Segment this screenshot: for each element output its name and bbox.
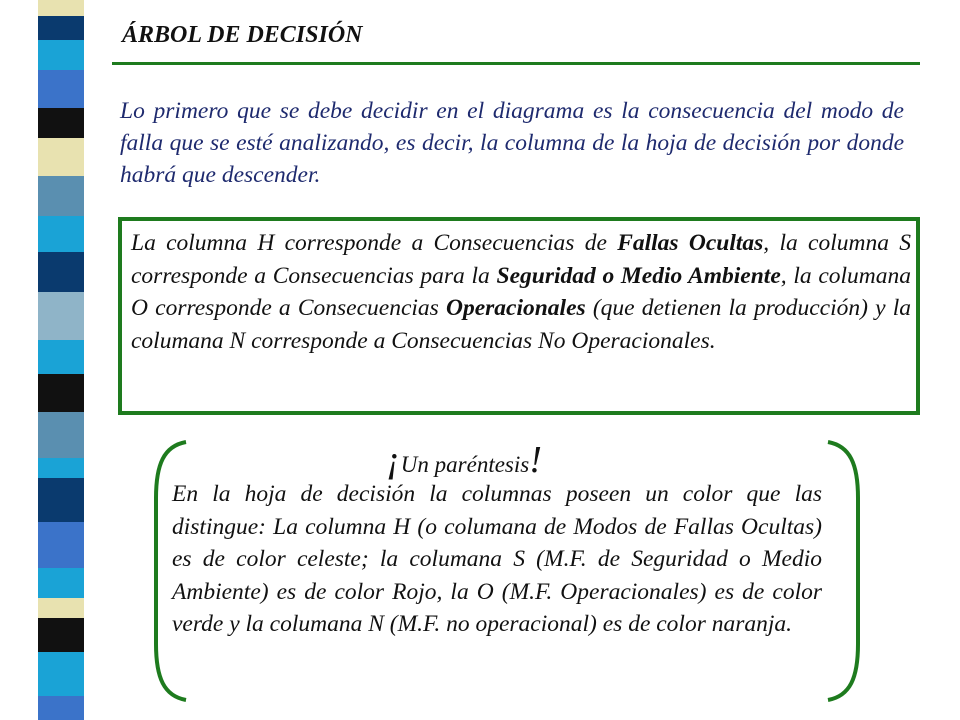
strip-block — [38, 618, 84, 652]
strip-block — [38, 568, 84, 598]
box-text-segment: La columna H corresponde a Consecuencias de — [131, 230, 618, 256]
strip-block — [38, 522, 84, 568]
strip-block — [38, 478, 84, 522]
title-divider — [112, 62, 920, 65]
box-bold-segment: Fallas Ocultas — [617, 230, 764, 256]
strip-block — [38, 176, 84, 216]
strip-block — [38, 598, 84, 618]
strip-block — [38, 108, 84, 138]
strip-block — [38, 374, 84, 412]
strip-block — [38, 652, 84, 696]
intro-paragraph: Lo primero que se debe decidir en el diagrama es la consecuencia del modo de falla que se esté analizando, es decir, la columna de la hoja de decisión por donde habrá que descender. — [120, 98, 904, 188]
box-text-segment: (que detienen la producción) y la columana N corresponde a Consecuencias No Operacionales. — [131, 295, 911, 354]
box-bold-segment: Operacionales — [445, 295, 586, 321]
parenthesis-label: Un paréntesis — [400, 452, 530, 477]
consequences-box — [118, 217, 920, 415]
exclamation: ! — [529, 439, 542, 481]
strip-block — [38, 340, 84, 374]
strip-block — [38, 696, 84, 720]
strip-block — [38, 292, 84, 340]
parenthesis-paragraph: En la hoja de decisión la columnas poseen un color que las distingue: La columna H (o columana de Modos de Fallas Ocultas) es de color celeste; la columana S (M.F. de Seguridad o Medio Ambiente) es de color Rojo, la O (M.F. Operacionales) es de color verde y la columana N (M.F. no operacional) es de color naranja. — [172, 481, 822, 637]
strip-block — [38, 252, 84, 292]
inverted-exclamation: ¡ — [386, 439, 401, 481]
strip-block — [38, 70, 84, 108]
page-title: ÁRBOL DE DECISIÓN — [122, 22, 363, 48]
strip-block — [38, 0, 84, 16]
box-text-segment: , la columana O corresponde a Consecuencias — [131, 262, 911, 321]
right-bracket-icon — [820, 438, 864, 704]
consequences-text — [131, 227, 911, 357]
strip-block — [38, 16, 84, 40]
box-bold-segment: Seguridad o Medio Ambiente — [496, 262, 781, 289]
strip-block — [38, 40, 84, 70]
strip-block — [38, 458, 84, 478]
strip-block — [38, 138, 84, 176]
box-text-segment: , la columna S corresponde a Consecuencias para la — [131, 230, 911, 289]
parenthesis-heading — [386, 438, 542, 482]
decorative-strip — [38, 0, 84, 720]
strip-block — [38, 412, 84, 458]
strip-block — [38, 216, 84, 252]
